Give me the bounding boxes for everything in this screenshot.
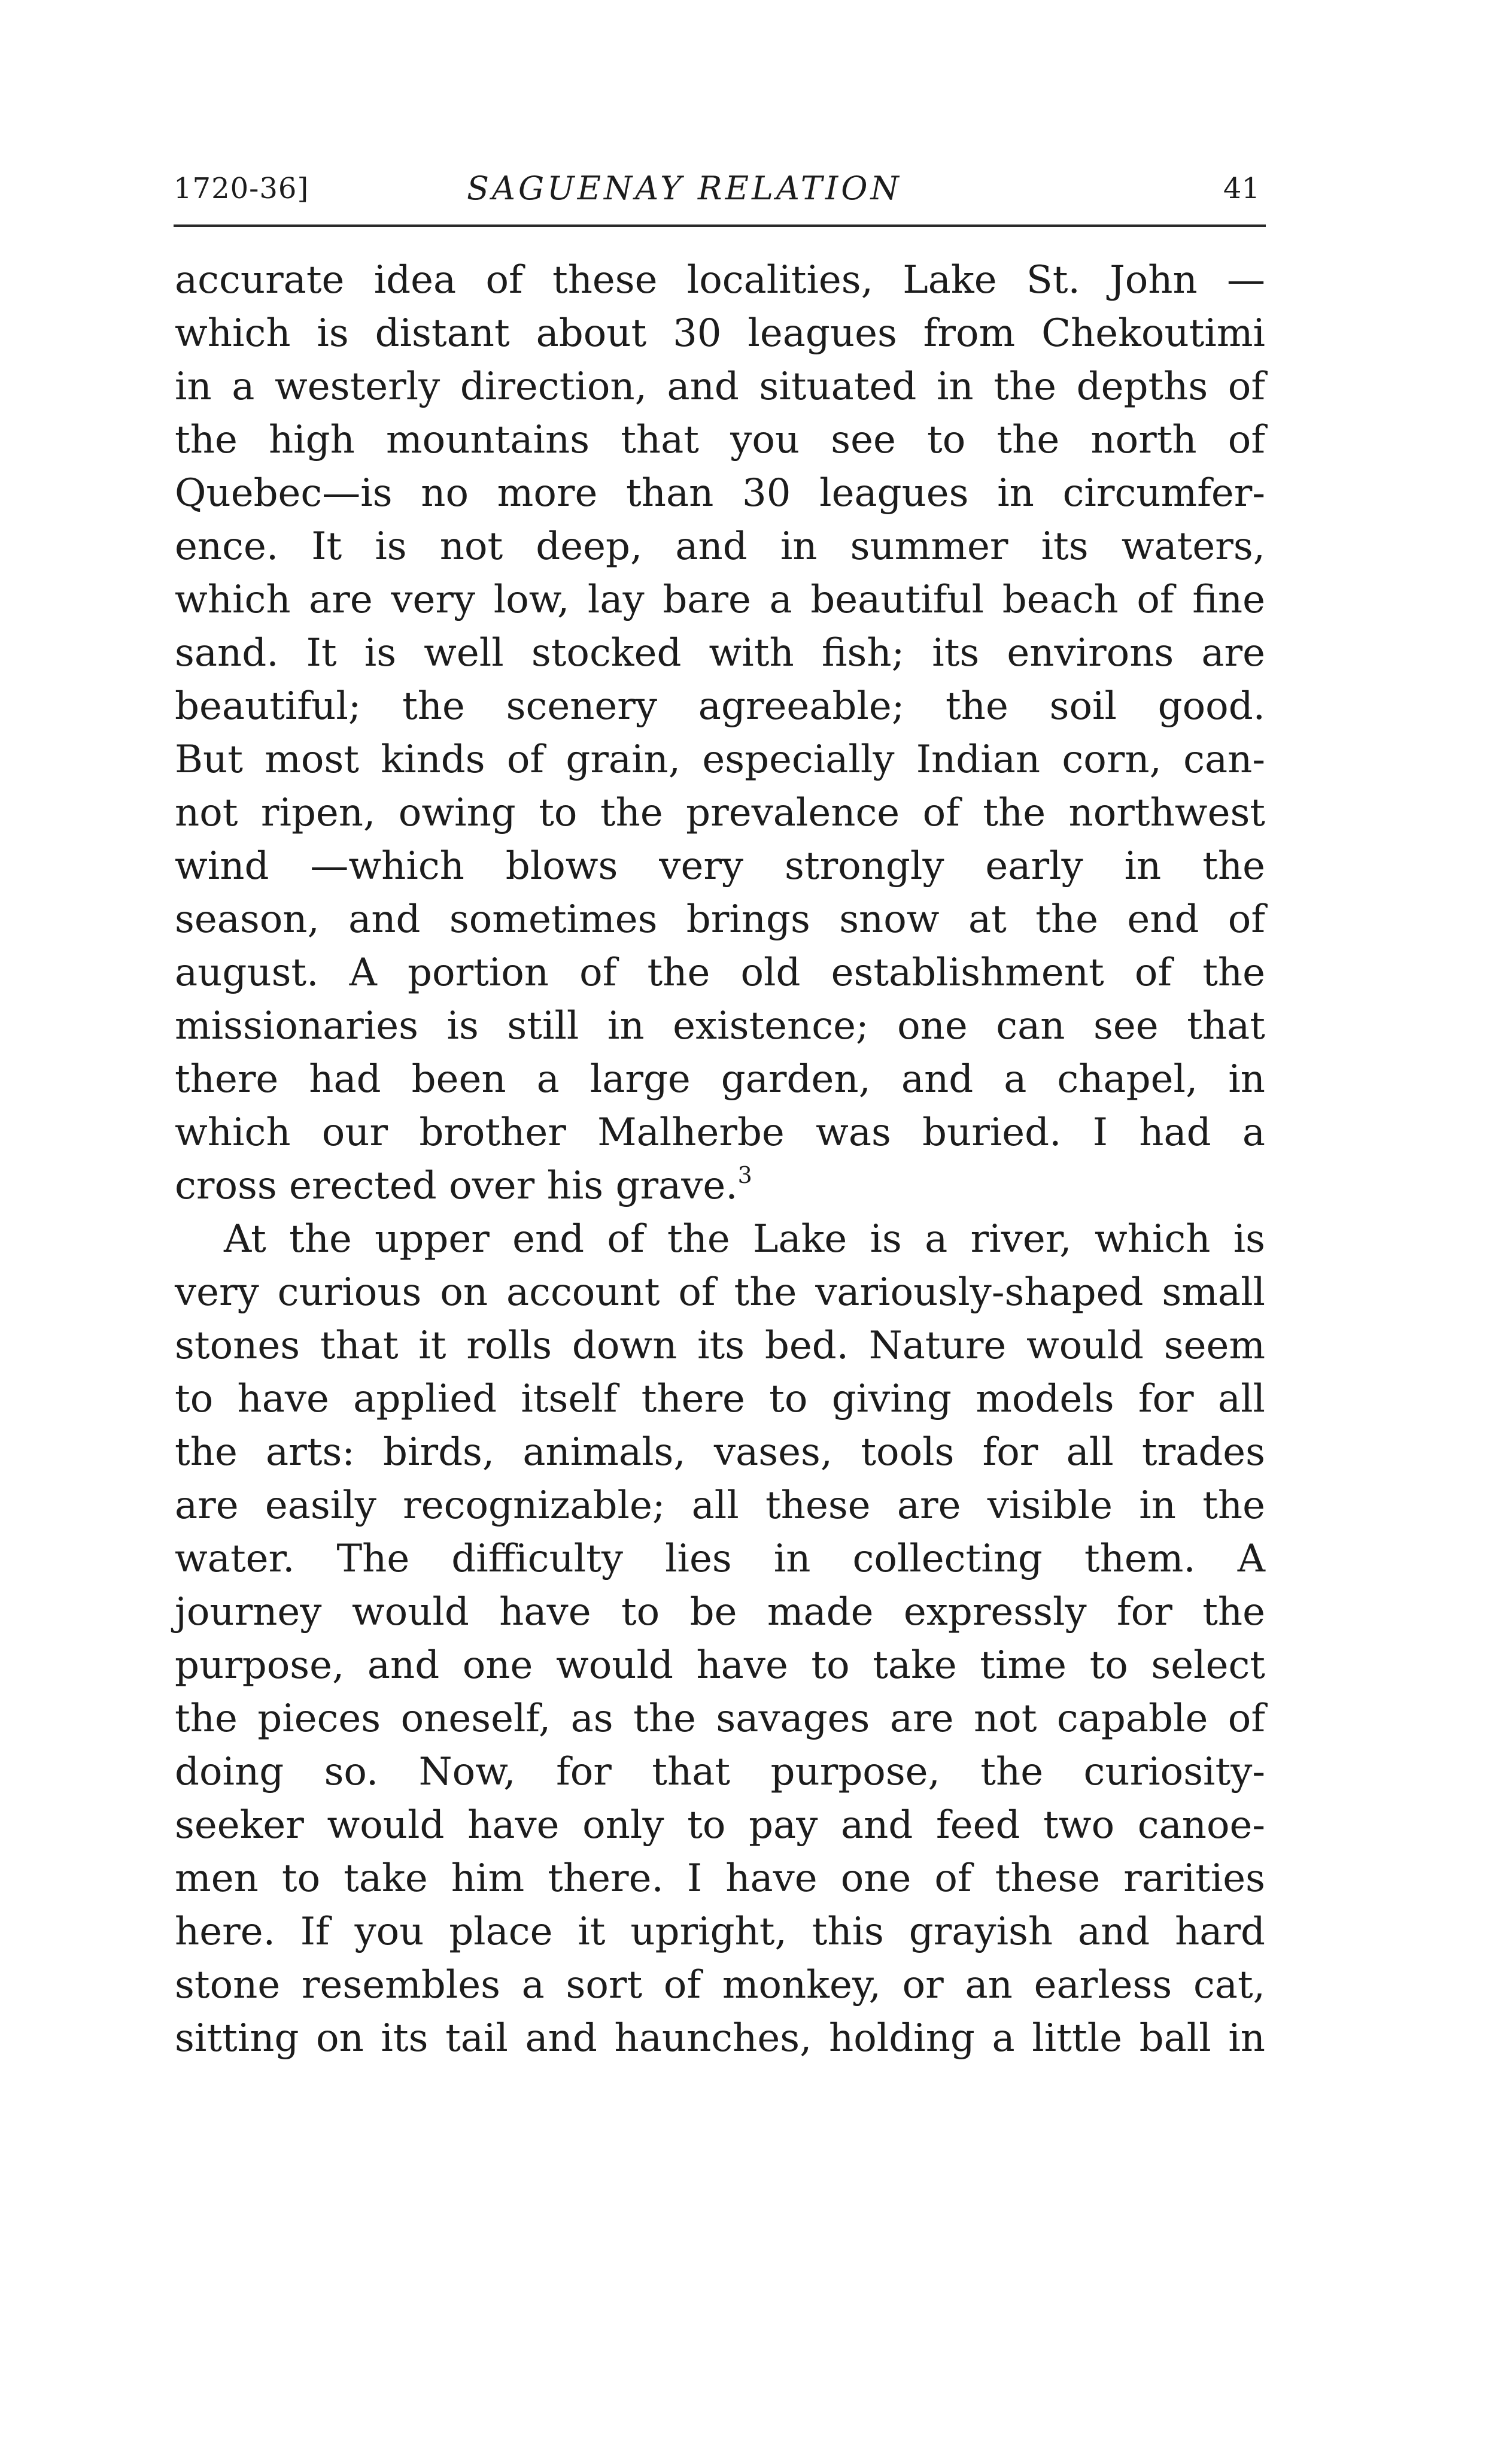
page-number: 41 xyxy=(1223,172,1260,205)
text-line: there had been a large garden, and a chapel, in xyxy=(175,1057,1265,1101)
paragraph-start-line: At the upper end of the Lake is a river, which is xyxy=(224,1217,1265,1261)
text-line: the arts: birds, animals, vases, tools for all trades xyxy=(175,1430,1265,1474)
text-line-content: cross erected over his grave. xyxy=(175,1164,738,1208)
text-line: not ripen, owing to the prevalence of the northwest xyxy=(175,791,1265,835)
text-line: are easily recognizable; all these are visible in the xyxy=(175,1483,1265,1528)
text-line: the high mountains that you see to the north of xyxy=(175,418,1265,462)
text-line: journey would have to be made expressly for the xyxy=(175,1590,1265,1634)
header-date-range: 1720-36] xyxy=(174,172,309,205)
text-line: seeker would have only to pay and feed two canoe- xyxy=(175,1803,1265,1847)
text-line: which are very low, lay bare a beautiful beach of fine xyxy=(175,578,1265,622)
text-line: ence. It is not deep, and in summer its waters, xyxy=(175,524,1265,569)
text-line: sitting on its tail and haunches, holding a little ball in xyxy=(175,2016,1265,2061)
text-line: in a westerly direction, and situated in the depths of xyxy=(175,365,1265,409)
text-line: august. A portion of the old establishment of the xyxy=(175,951,1265,995)
text-line: here. If you place it upright, this grayish and hard xyxy=(175,1910,1265,1954)
text-line: which our brother Malherbe was buried. I had a xyxy=(175,1110,1265,1155)
text-line: But most kinds of grain, especially Indian corn, can- xyxy=(175,738,1265,782)
footnote-marker: 3 xyxy=(737,1162,752,1188)
text-line: missionaries is still in existence; one can see that xyxy=(175,1004,1265,1048)
text-line: purpose, and one would have to take time to select xyxy=(175,1643,1265,1688)
text-line: stones that it rolls down its bed. Nature would seem xyxy=(175,1324,1265,1368)
text-line: water. The difficulty lies in collecting them. A xyxy=(175,1537,1265,1581)
header-rule xyxy=(174,224,1266,227)
text-line: men to take him there. I have one of these rarities xyxy=(175,1856,1265,1901)
text-line: sand. It is well stocked with fish; its environs are xyxy=(175,631,1265,675)
paragraph-end-line xyxy=(175,1160,1265,1213)
header-running-title: SAGUENAY RELATION xyxy=(467,169,902,207)
text-line: accurate idea of these localities, Lake St. John — xyxy=(175,258,1265,302)
text-line: season, and sometimes brings snow at the end of xyxy=(175,897,1265,942)
text-line: very curious on account of the variously-shaped small xyxy=(175,1270,1265,1315)
text-line: which is distant about 30 leagues from Chekoutimi xyxy=(175,311,1265,356)
running-header xyxy=(174,165,1266,213)
text-line: Quebec—is no more than 30 leagues in circumfer- xyxy=(175,471,1265,515)
text-line: doing so. Now, for that purpose, the curiosity- xyxy=(175,1750,1265,1794)
text-line: the pieces oneself, as the savages are not capable of xyxy=(175,1697,1265,1741)
text-line: beautiful; the scenery agreeable; the soil good. xyxy=(175,684,1265,729)
text-line: to have applied itself there to giving models for all xyxy=(175,1377,1265,1421)
body-text xyxy=(175,254,1265,2065)
text-line: wind —which blows very strongly early in the xyxy=(175,844,1265,888)
text-line: stone resembles a sort of monkey, or an earless cat, xyxy=(175,1963,1265,2007)
